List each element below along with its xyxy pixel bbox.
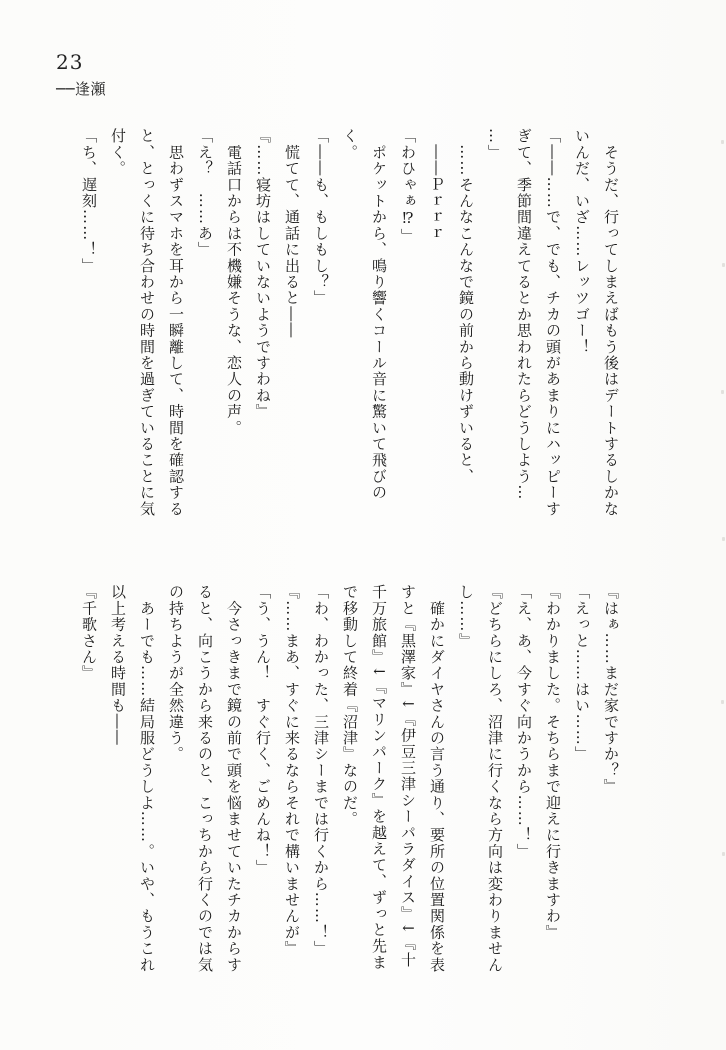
text-column: の持ちようが全然違う。 <box>167 584 185 763</box>
scan-artifact <box>721 700 724 704</box>
text-column: 千万旅館』↓『マリンパーク』を越えて、ずっと先ま <box>370 584 388 971</box>
text-column: あーでも……結局服どうしよ……。いや、もうこれ <box>138 584 156 973</box>
text-column: 「わ、わかった、三津シーまでは行くから……！」 <box>312 584 330 957</box>
text-column: 「え、あ、今すぐ向かうから……！」 <box>515 584 533 860</box>
text-column: そうだ、行ってしまえばもう後はデートするしかな <box>602 128 620 517</box>
scan-artifact <box>721 390 724 394</box>
text-column: ……そんなこんなで鏡の前から動けずいると、 <box>457 128 475 485</box>
text-column: 『わかりました。そちらまで迎えに行きますわ』 <box>544 584 562 941</box>
scan-artifact <box>722 537 725 541</box>
text-column: 『千歌さん』 <box>80 584 98 682</box>
text-column: 『どちらにしろ、沼津に行くなら方向は変わりません <box>486 584 504 973</box>
text-column: 付く。 <box>109 128 127 177</box>
text-column: ると、向こうから来るのと、こっちから行くのでは気 <box>196 584 214 973</box>
text-column: 『……寝坊はしていないようですわね』 <box>254 128 272 420</box>
text-column: …」 <box>486 128 504 161</box>
text-column: 「わひゃぁ⁉」 <box>399 128 417 245</box>
text-column: 「え？ ……あ」 <box>196 128 214 258</box>
text-column: すと『黒澤家』↓『伊豆三津シーパラダイス』↓『十 <box>399 584 417 968</box>
text-column: 電話口からは不機嫌そうな、恋人の声。 <box>225 128 243 436</box>
text-column: 『……まあ、すぐに来るならそれで構いませんが』 <box>283 584 301 957</box>
text-column: 「えっと……はい……」 <box>573 584 591 763</box>
text-column: 『はぁ……まだ家ですか？』 <box>602 584 620 795</box>
text-column: 確かにダイヤさんの言う通り、要所の位置関係を表 <box>428 584 446 973</box>
scan-artifact <box>722 263 725 267</box>
text-column: ――Ｐｒｒｒ <box>428 128 446 242</box>
text-column: 慌てて、通話に出ると―― <box>283 128 301 339</box>
text-column: ぎて、季節間違えてるとか思われたらどうしよう… <box>515 128 533 501</box>
text-column: し……』 <box>457 584 475 649</box>
text-column: 「――……で、でも、チカの頭があまりにハッピーす <box>544 128 562 517</box>
scan-artifact <box>721 140 724 144</box>
text-column: 「う、うん！ すぐ行く、ごめんね！」 <box>254 584 272 876</box>
page-number: 23 <box>56 50 84 74</box>
text-column: 今さっきまで鏡の前で頭を悩ませていたチカからす <box>225 584 243 973</box>
upper-text-block <box>74 128 625 520</box>
text-column: く。 <box>341 128 359 161</box>
text-column: で移動して終着『沼津』なのだ。 <box>341 584 359 827</box>
scan-artifact <box>722 852 725 856</box>
lower-text-block <box>74 584 625 984</box>
text-column: いんだ、いざ……レッツゴー！ <box>573 128 591 355</box>
running-header-chapter-title: ──逢瀬 <box>56 80 107 98</box>
text-column: ポケットから、鳴り響くコール音に驚いて飛びの <box>370 128 388 501</box>
text-column: と、とっくに待ち合わせの時間を過ぎていることに気 <box>138 128 156 517</box>
text-column: 以上考える時間も―― <box>109 584 127 746</box>
text-column: 思わずスマホを耳から一瞬離して、時間を確認する <box>167 128 185 517</box>
text-column: 「――も、もしもし？」 <box>312 128 330 307</box>
text-column: 「ち、遅刻……！」 <box>80 128 98 274</box>
